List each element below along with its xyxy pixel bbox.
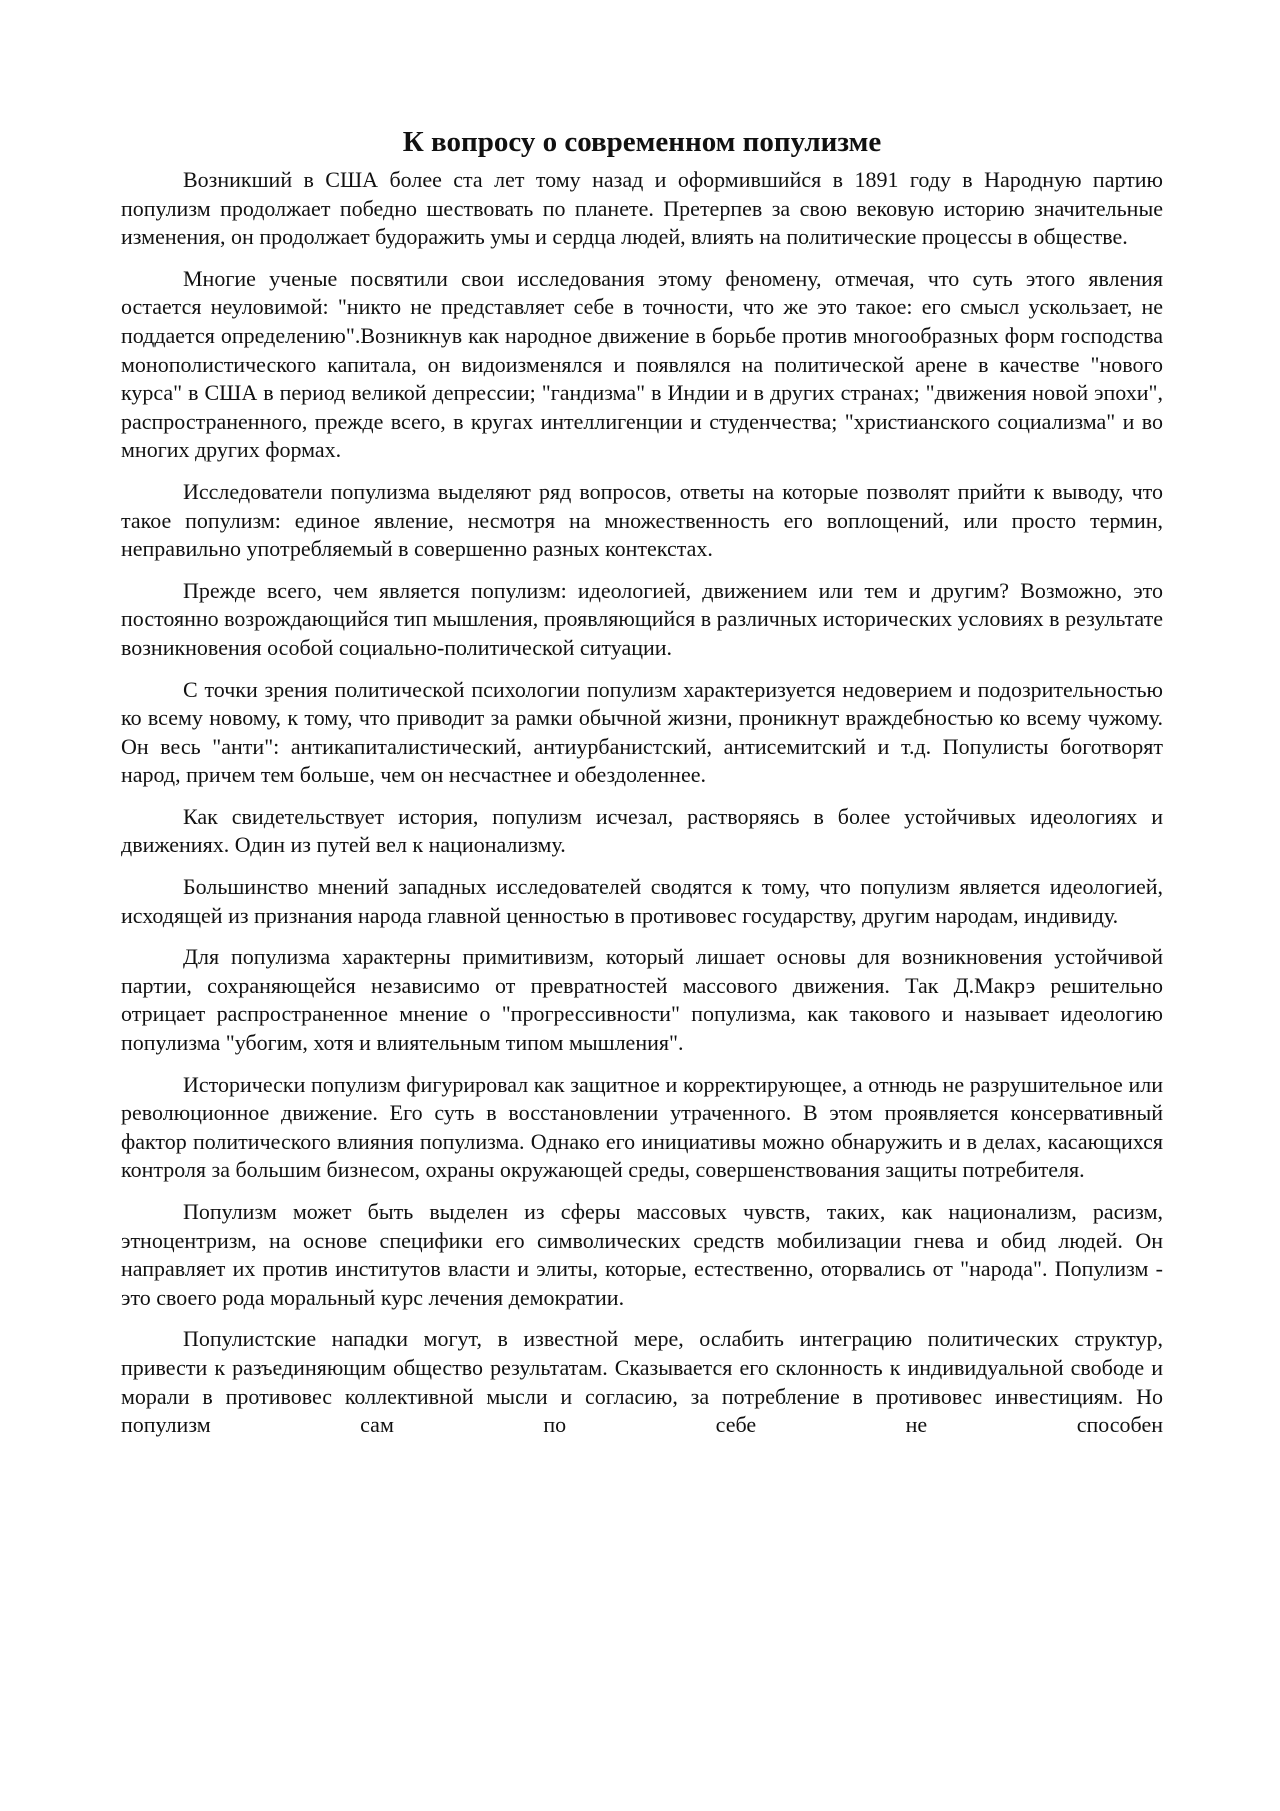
document-title: К вопросу о современном популизме bbox=[402, 126, 882, 158]
paragraph: Исследователи популизма выделяют ряд вопросов, ответы на которые позволят прийти к выводу, что такое популизм: единое явление, несмотря на множественность его воплощений, или просто термин, неправильно употребляемый в совершенно разных контекстах. bbox=[121, 478, 1163, 562]
paragraph: Прежде всего, чем является популизм: идеологией, движением или тем и другим? Возможно, это постоянно возрождающийся тип мышления, проявляющийся в различных исторических условиях в результате возникновения особой социально-политической ситуации. bbox=[121, 577, 1163, 660]
document-page bbox=[121, 124, 1163, 1453]
paragraph: Популистские нападки могут, в известной мере, ослабить интеграцию политических структур, привести к разъединяющим общество результатам. Сказывается его склонность к индивидуальной свободе и морали в противовес коллективной мысли и согласию, за потребление в противовес инвестициям. Но популизм сам по себе не способен bbox=[121, 1326, 1163, 1438]
paragraph: С точки зрения политической психологии популизм характеризуется недоверием и подозрительностью ко всему новому, к тому, что приводит за рамки обычной жизни, проникнут враждебностью ко всему чужому. Он весь "анти": антикапиталистический, антиурбанистский, антисемитский и т.д. Популисты боготворят народ, причем тем больше, чем он несчастнее и обездоленнее. bbox=[121, 676, 1163, 788]
paragraph: Популизм может быть выделен из сферы массовых чувств, таких, как национализм, расизм, этноцентризм, на основе специфики его символических средств мобилизации гнева и обид людей. Он направляет их против институтов власти и элиты, которые, естественно, оторвались от "народа". Популизм - это своего рода моральный курс лечения демократии. bbox=[121, 1199, 1163, 1310]
paragraph: Большинство мнений западных исследователей сводятся к тому, что популизм является идеологией, исходящей из признания народа главной ценностью в противовес государству, другим народам, индивиду. bbox=[121, 874, 1163, 928]
paragraph: Возникший в США более ста лет тому назад и оформившийся в 1891 году в Народную партию популизм продолжает победно шествовать по планете. Претерпев за свою вековую историю значительные изменения, он продолжает будоражить умы и сердца людей, влиять на политические процессы в обществе. bbox=[121, 167, 1163, 250]
paragraph: Исторически популизм фигурировал как защитное и корректирующее, а отнюдь не разрушительное или революционное движение. Его суть в восстановлении утраченного. В этом проявляется консервативный фактор политического влияния популизма. Однако его инициативы можно обнаружить и в делах, касающихся контроля за большим бизнесом, охраны окружающей среды, совершенствования защиты потребителя. bbox=[121, 1071, 1163, 1183]
paragraph: Как свидетельствует история, популизм исчезал, растворяясь в более устойчивых идеологиях и движениях. Один из путей вел к национализму. bbox=[121, 803, 1163, 858]
paragraph: Для популизма характерны примитивизм, который лишает основы для возникновения устойчивой партии, сохраняющейся независимо от превратностей массового движения. Так Д.Макрэ решительно отрицает распространенное мнение о "прогрессивности" популизма, как такового и называет идеологию популизма "убогим, хотя и влиятельным типом мышления". bbox=[121, 944, 1163, 1056]
paragraph: Многие ученые посвятили свои исследования этому феномену, отмечая, что суть этого явления остается неуловимой: "никто не представляет себе в точности, что же это такое: его смысл ускользает, не поддается определению".Возникнув как народное движение в борьбе против многообразных форм господства монополистического капитала, он видоизменялся и появлялся на политической арене в качестве "нового курса" в США в период великой депрессии; "гандизма" в Индии и в других странах; "движения новой эпохи", распространенного, прежде всего, в кругах интеллигенции и студенчества; "христианского социализма" и во многих других формах. bbox=[121, 265, 1163, 463]
